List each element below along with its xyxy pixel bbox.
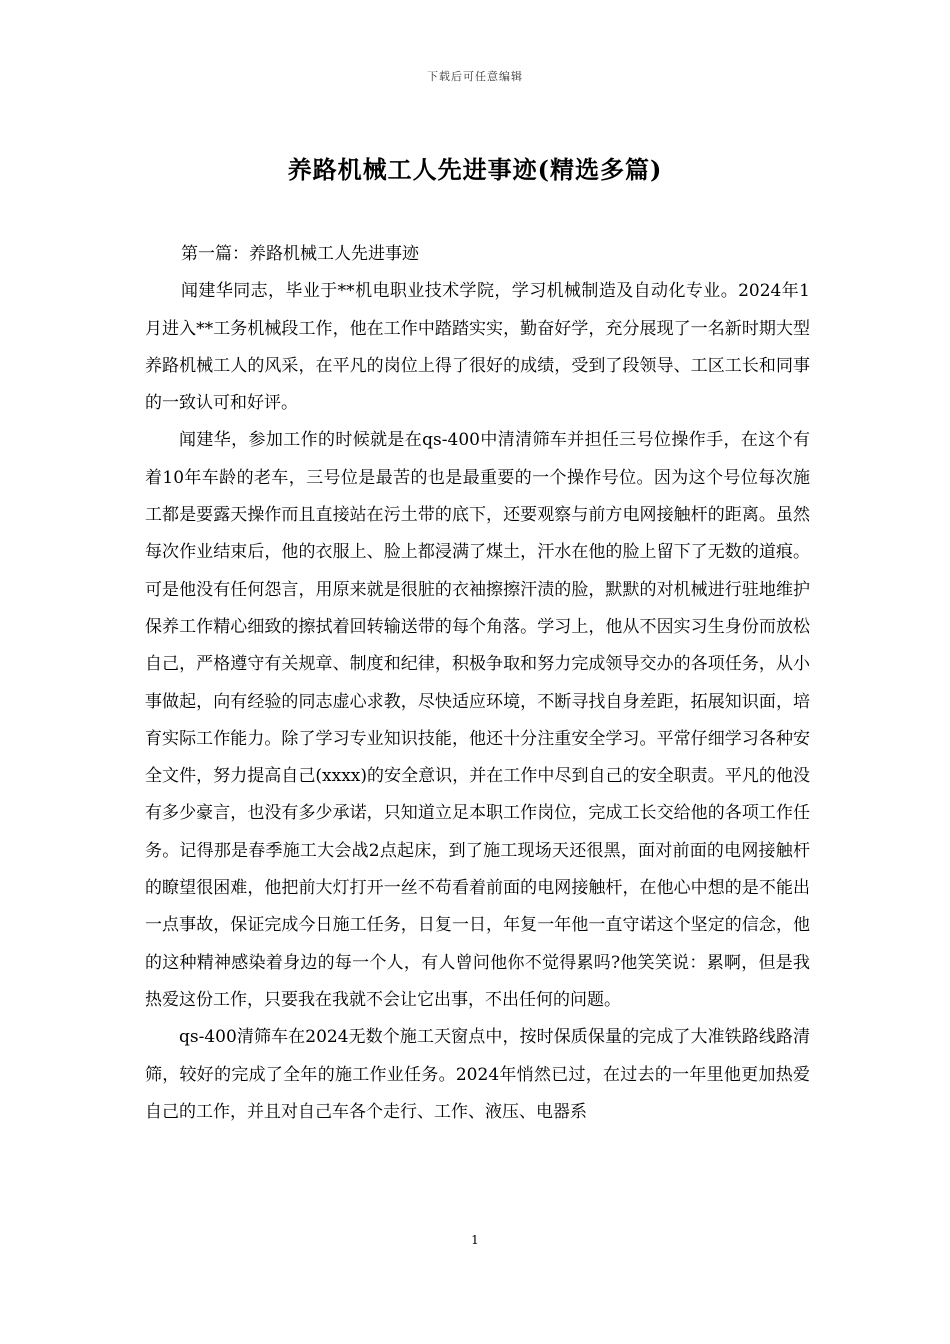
paragraph-2: 闻建华，参加工作的时候就是在qs-400中清清筛车并担任三号位操作手，在这个有着10年车龄的老车，三号位是最苦的也是最重要的一个操作号位。因为这个号位每次施工都是要露天操作而且直接站在污土带的底下，还要观察与前方电网接触杆的距离。虽然每次作业结束后，他的衣服上、脸上都浸满了煤土，汗水在他的脸上留下了无数的道痕。可是他没有任何怨言，用原来就是很脏的衣袖擦擦汗渍的脸，默默的对机械进行驻地维护保养工作精心细致的擦拭着回转输送带的每个角落。学习上，他从不因实习生身份而放松自己，严格遵守有关规章、制度和纪律，积极争取和努力完成领导交办的各项任务，从小事做起，向有经验的同志虚心求教，尽快适应环境，不断寻找自身差距，拓展知识面，培育实际工作能力。除了学习专业知识技能，他还十分注重安全学习。平常仔细学习各种安全文件，努力提高自己(xxxx)的安全意识，并在工作中尽到自己的安全职责。平凡的他没有多少豪言，也没有多少承诺，只知道立足本职工作岗位，完成工长交给他的各项工作任务。记得那是春季施工大会战2点起床，到了施工现场天还很黑，面对前面的电网接触杆的瞭望很困难，他把前大灯打开一丝不苟看着前面的电网接触杆，在他心中想的是不能出一点事故，保证完成今日施工任务，日复一日，年复一年他一直守诺这个坚定的信念，他的这种精神感染着身边的每一个人，有人曾问他你不觉得累吗?他笑笑说：累啊，但是我热爱这份工作，只要我在我就不会让它出事，不出任何的问题。 xyxy=(145,430,810,1010)
paragraph-1: 闻建华同志，毕业于**机电职业技术学院，学习机械制造及自动化专业。2024年1月进入**工务机械段工作，他在工作中踏踏实实，勤奋好学，充分展现了一名新时期大型养路机械工人的风采，在平凡的岗位上得了很好的成绩，受到了段领导、工区工长和同事的一致认可和好评。 xyxy=(145,281,810,414)
header-note: 下载后可任意编辑 xyxy=(427,70,523,83)
section-heading: 第一篇：养路机械工人先进事迹 xyxy=(181,244,419,264)
document-title: 养路机械工人先进事迹(精选多篇) xyxy=(287,155,663,184)
page-number: 1 xyxy=(471,1233,479,1247)
document-body xyxy=(145,236,810,1131)
paragraph-3: qs-400清筛车在2024无数个施工天窗点中，按时保质保量的完成了大准铁路线路清筛，较好的完成了全年的施工作业任务。2024年悄然已过，在过去的一年里他更加热爱自己的工作，并且对自己车各个走行、工作、液压、电器系 xyxy=(145,1027,810,1122)
